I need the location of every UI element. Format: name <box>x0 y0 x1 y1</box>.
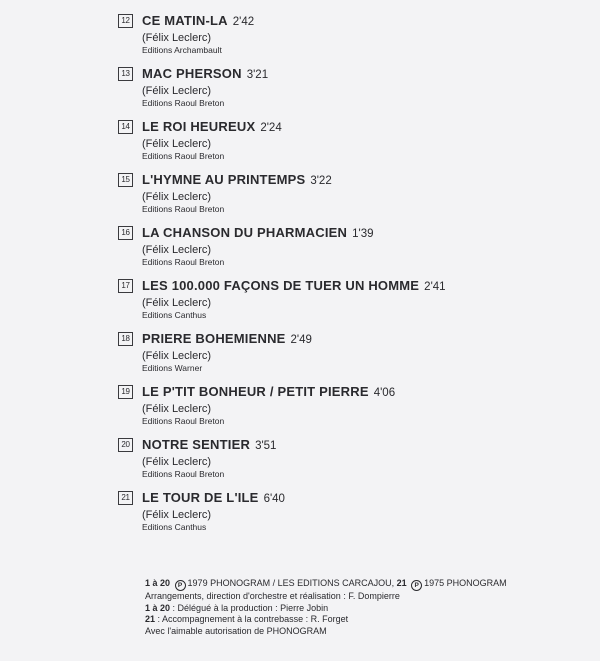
authorization-line <box>145 626 595 638</box>
track-publisher: Editions Raoul Breton <box>142 257 225 267</box>
track-number: 16 <box>118 226 133 240</box>
track-title-line <box>142 330 312 349</box>
track-author: (Félix Leclerc) <box>142 456 212 468</box>
track-author: (Félix Leclerc) <box>142 509 212 521</box>
track-title-line <box>142 489 285 508</box>
arrangements-line <box>145 591 595 603</box>
track-title: LES 100.000 FAÇONS DE TUER UN HOMME <box>142 278 420 293</box>
track-item <box>118 12 588 65</box>
track-publisher: Editions Raoul Breton <box>142 98 225 108</box>
track-duration: 2'41 <box>424 281 446 293</box>
track-author: (Félix Leclerc) <box>142 297 212 309</box>
bass-credit-text: : Accompagnement à la contrebasse : R. Forget <box>157 614 349 624</box>
track-number: 15 <box>118 173 133 187</box>
bass-credit-line <box>145 614 595 626</box>
track-title-line <box>142 383 395 402</box>
track-item <box>118 65 588 118</box>
track-duration: 1'39 <box>352 228 374 240</box>
track-publisher: Editions Canthus <box>142 522 207 532</box>
track-item <box>118 171 588 224</box>
track-range: 21 <box>396 578 407 588</box>
track-item <box>118 436 588 489</box>
track-number: 12 <box>118 14 133 28</box>
track-title: LE ROI HEUREUX <box>142 119 256 134</box>
track-duration: 3'21 <box>246 69 269 81</box>
track-publisher: Editions Raoul Breton <box>142 151 225 161</box>
track-title-line <box>142 65 268 84</box>
track-title-line <box>142 436 276 455</box>
track-title: LA CHANSON DU PHARMACIEN <box>142 225 348 240</box>
track-title: L'HYMNE AU PRINTEMPS <box>142 172 306 187</box>
track-title: LE TOUR DE L'ILE <box>142 490 259 505</box>
track-author: (Félix Leclerc) <box>142 350 212 362</box>
track-item <box>118 383 588 436</box>
track-author: (Félix Leclerc) <box>142 403 212 415</box>
track-number: 13 <box>118 67 133 81</box>
production-text: : Délégué à la production : Pierre Jobin <box>172 602 329 613</box>
track-author: (Félix Leclerc) <box>142 138 212 150</box>
arrangements-text: Arrangements, direction d'orchestre et réalisation : F. Dompierre <box>145 591 400 601</box>
track-item <box>118 118 588 171</box>
phonogram-copyright-icon: P <box>411 580 422 591</box>
authorization-text: Avec l'aimable autorisation de PHONOGRAM <box>145 625 327 636</box>
track-title: PRIERE BOHEMIENNE <box>142 331 286 346</box>
credits-block <box>145 578 595 637</box>
track-title-line <box>142 118 282 137</box>
copyright-text: 1979 PHONOGRAM / LES EDITIONS CARCAJOU, <box>187 578 395 588</box>
track-item <box>118 489 588 542</box>
track-item <box>118 277 588 330</box>
track-title-line <box>142 277 446 296</box>
track-duration: 2'49 <box>290 334 312 346</box>
track-author: (Félix Leclerc) <box>142 85 212 97</box>
track-item <box>118 224 588 277</box>
phonogram-copyright-icon: P <box>175 580 186 591</box>
track-number: 18 <box>118 332 133 346</box>
track-title-line <box>142 12 254 31</box>
track-publisher: Editions Raoul Breton <box>142 416 225 426</box>
track-range: 1 à 20 <box>145 602 171 613</box>
track-publisher: Editions Raoul Breton <box>142 204 225 214</box>
track-author: (Félix Leclerc) <box>142 244 212 256</box>
track-number: 20 <box>118 438 133 452</box>
track-publisher: Editions Archambault <box>142 45 222 55</box>
track-item <box>118 330 588 383</box>
track-list <box>118 12 588 542</box>
track-range: 1 à 20 <box>145 578 171 588</box>
track-title: NOTRE SENTIER <box>142 437 251 452</box>
track-publisher: Editions Raoul Breton <box>142 469 225 479</box>
track-number: 14 <box>118 120 133 134</box>
track-number: 17 <box>118 279 133 293</box>
copyright-line <box>145 578 595 591</box>
production-line <box>145 603 595 615</box>
track-range: 21 <box>145 614 156 624</box>
track-duration: 2'24 <box>260 122 282 134</box>
track-duration: 3'51 <box>255 440 277 452</box>
track-title-line <box>142 224 374 243</box>
track-number: 19 <box>118 385 133 399</box>
track-duration: 2'42 <box>232 16 255 28</box>
track-publisher: Editions Warner <box>142 363 203 373</box>
track-title: CE MATIN-LA <box>142 13 228 28</box>
track-duration: 4'06 <box>373 387 396 399</box>
track-duration: 3'22 <box>310 175 332 187</box>
track-duration: 6'40 <box>263 493 285 505</box>
track-author: (Félix Leclerc) <box>142 191 212 203</box>
copyright-text: 1975 PHONOGRAM <box>424 578 507 588</box>
track-title-line <box>142 171 332 190</box>
track-title: LE P'TIT BONHEUR / PETIT PIERRE <box>142 384 369 399</box>
track-number: 21 <box>118 491 133 505</box>
track-title: MAC PHERSON <box>142 66 242 81</box>
track-publisher: Editions Canthus <box>142 310 207 320</box>
track-author: (Félix Leclerc) <box>142 32 212 44</box>
